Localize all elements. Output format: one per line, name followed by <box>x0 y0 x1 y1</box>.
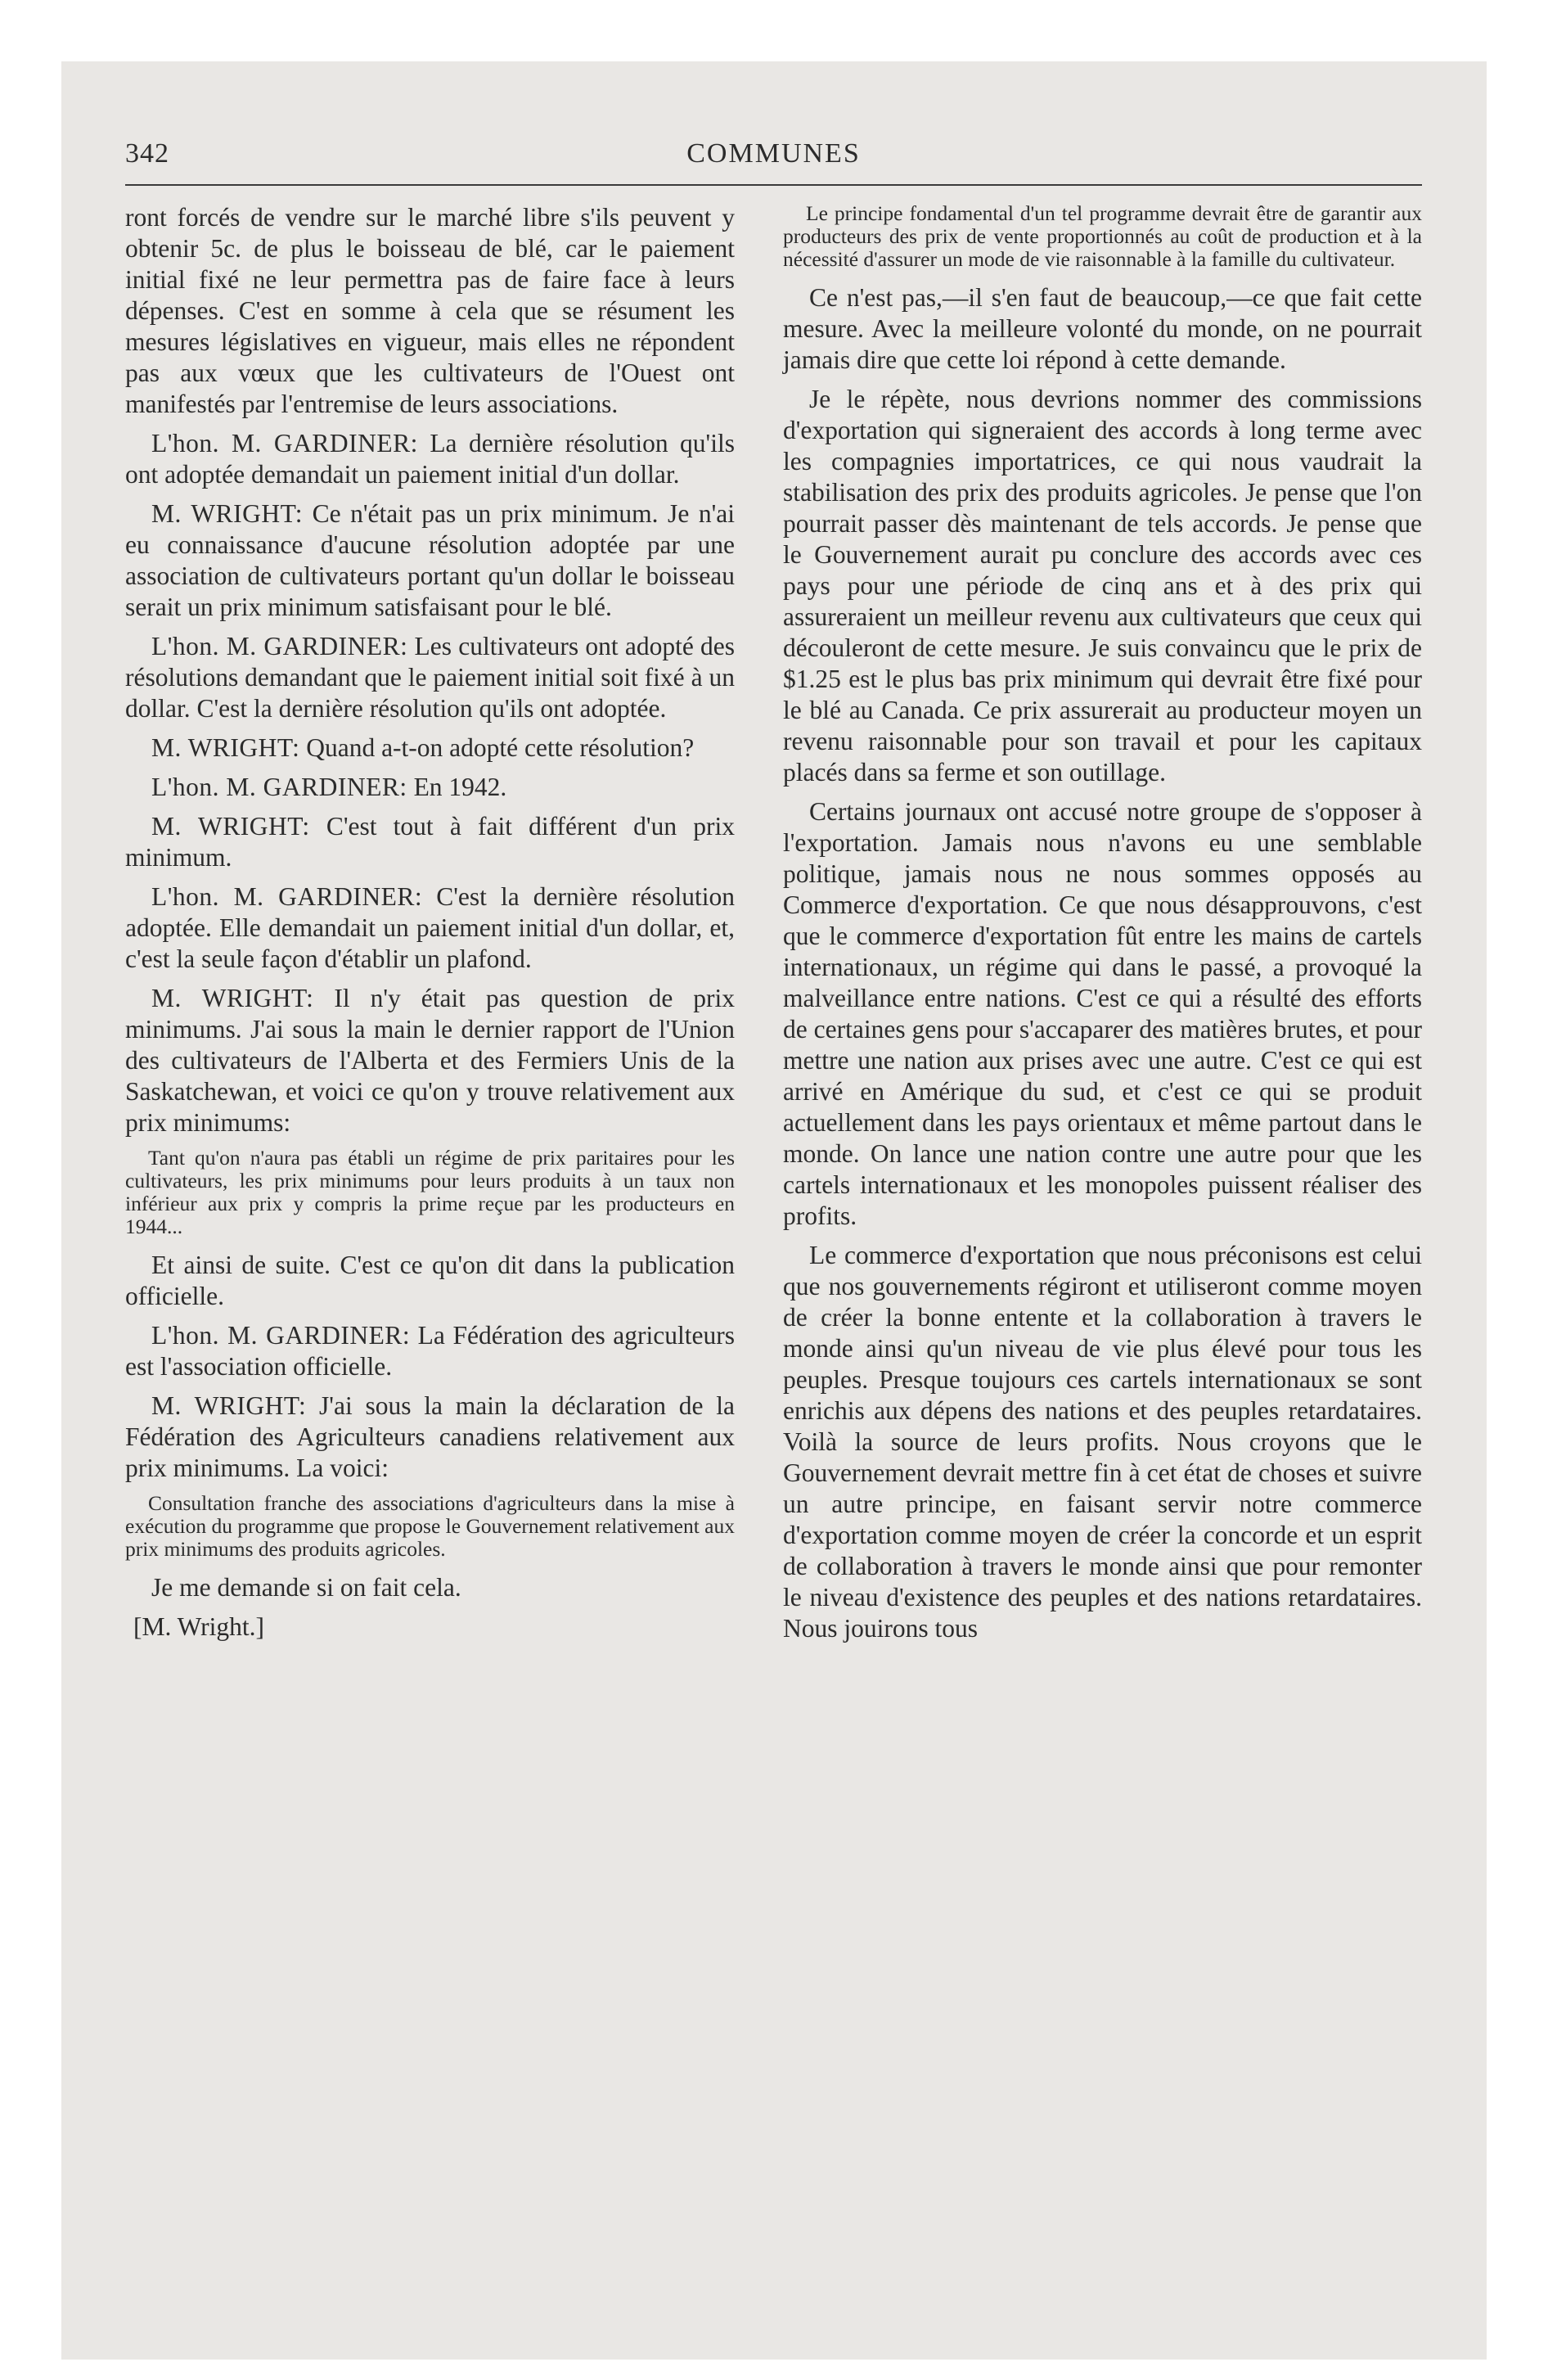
left-column <box>125 202 735 1643</box>
speech-paragraph <box>125 732 735 764</box>
speaker-name: L'hon. M. GARDINER: <box>151 632 408 660</box>
speaker-name: M. WRIGHT: <box>151 812 310 841</box>
speech-paragraph <box>125 428 735 490</box>
speech-paragraph <box>125 498 735 623</box>
speech-text: J'ai sous la main la déclaration de la Fédération des Agriculteurs canadiens relativement aux prix minimums. La voici: <box>125 1391 735 1482</box>
paragraph: Je me demande si on fait cela. <box>151 1573 461 1602</box>
right-column <box>783 202 1422 1652</box>
paragraph: Le commerce d'exportation que nous préconisons est celui que nos gouvernements régiront et utiliseront comme moyen de créer la bonne entente et la collaboration à travers le monde ainsi qu'un niveau de vie plus élevé pour tous les peuples. Presque toujours ces cartels internationaux se sont enrichis aux dépens des nations et des peuples retardataires. Voilà la source de leurs profits. Nous croyons que le Gouvernement devrait mettre fin à cet état de choses et suivre un autre principe, en faisant servir notre commerce d'exportation comme moyen de créer la concorde et un esprit de collaboration à travers le monde ainsi que pour remonter le niveau d'existence des peuples et des nations retardataires. Nous jouirons tous <box>783 1241 1422 1643</box>
page-number: 342 <box>125 138 169 169</box>
running-head: COMMUNES <box>686 138 861 169</box>
page <box>61 61 1487 2360</box>
speech-paragraph <box>125 631 735 724</box>
speaker-name: L'hon. M. GARDINER: <box>151 429 418 458</box>
speech-text: Quand a-t-on adopté cette résolution? <box>306 733 695 762</box>
speaker-name: L'hon. M. GARDINER: <box>151 773 407 801</box>
speech-text: Il n'y était pas question de prix minimums. J'ai sous la main le dernier rapport de l'Union des cultivateurs de l'Alberta et des Fermiers Unis de la Saskatchewan, et voici ce qu'on y trouve relativement aux prix minimums: <box>125 984 736 1137</box>
paragraph: Ce n'est pas,—il s'en faut de beaucoup,—ce que fait cette mesure. Avec la meilleure volonté du monde, on ne pourrait jamais dire que cette loi répond à cette demande. <box>783 283 1422 374</box>
speech-paragraph <box>125 1391 735 1484</box>
speech-text: Les cultivateurs ont adopté des résolutions demandant que le paiement initial soit fixé à un dollar. C'est la dernière résolution qu'ils ont adoptée. <box>125 632 735 723</box>
paragraph: ront forcés de vendre sur le marché libre s'ils peuvent y obtenir 5c. de plus le boisseau de blé, car le paiement initial fixé ne leur permettra pas de faire face à leurs dépenses. C'est en somme à cela que se résument les mesures législatives en vigueur, mais elles ne répondent pas aux vœux que les cultivateurs de l'Ouest ont manifestés par l'entremise de leurs associations. <box>125 203 735 418</box>
block-quote: Consultation franche des associations d'agriculteurs dans la mise à exécution du programme que propose le Gouvernement relativement aux prix minimums des produits agricoles. <box>125 1491 735 1561</box>
speaker-name: M. WRIGHT: <box>151 1391 307 1420</box>
speaker-name: M. WRIGHT: <box>151 733 300 762</box>
speech-text: C'est tout à fait différent d'un prix minimum. <box>125 812 736 872</box>
speaker-name: M. WRIGHT: <box>151 984 314 1012</box>
paragraph: Certains journaux ont accusé notre groupe de s'opposer à l'exportation. Jamais nous n'avons eu une semblable politique, jamais nous ne nous sommes opposés au Commerce d'exportation. Ce que nous désapprouvons, c'est que le commerce d'exportation fût entre les mains de cartels internationaux, un régime qui dans le passé, a provoqué la malveillance entre nations. C'est ce qui a résulté des efforts de certaines gens pour s'accaparer des matières brutes, et pour mettre une nation aux prises avec une autre. C'est ce qui est arrivé en Amérique du sud, et c'est ce qui se produit actuellement dans les pays orientaux et même partout dans le monde. On lance une nation contre une autre pour que les cartels internationaux et les monopoles puissent réaliser des profits. <box>783 797 1422 1230</box>
speech-text: C'est la dernière résolution adoptée. Elle demandait un paiement initial d'un dollar, et, c'est la seule façon d'établir un plafond. <box>125 882 735 973</box>
speech-paragraph <box>125 1320 735 1382</box>
speaker-attribution: [M. Wright.] <box>133 1612 265 1641</box>
speech-text: En 1942. <box>413 773 507 801</box>
speech-text: La dernière résolution qu'ils ont adoptée demandait un paiement initial d'un dollar. <box>125 429 735 489</box>
header-rule <box>125 184 1422 186</box>
speaker-name: L'hon. M. GARDINER: <box>151 882 423 911</box>
paragraph: Et ainsi de suite. C'est ce qu'on dit dans la publication officielle. <box>125 1251 735 1310</box>
block-quote: Le principe fondamental d'un tel programme devrait être de garantir aux producteurs des prix de vente proportionnés au coût de production et à la nécessité d'assurer un mode de vie raisonnable à la famille du cultivateur. <box>783 201 1422 271</box>
speech-text: Ce n'était pas un prix minimum. Je n'ai eu connaissance d'aucune résolution adoptée par une association de cultivateurs portant qu'un dollar le boisseau serait un prix minimum satisfaisant pour le blé. <box>125 499 736 621</box>
paragraph: Je le répète, nous devrions nommer des commissions d'exportation qui signeraient des accords à long terme avec les compagnies importatrices, ce qui nous vaudrait la stabilisation des prix des produits agricoles. Je pense que l'on pourrait passer dès maintenant de tels accords. Je pense que le Gouvernement aurait pu conclure des accords avec ces pays pour une période de cinq ans et à des prix qui assureraient un meilleur revenu aux cultivateurs que ceux qui découleront de cette mesure. Je suis convaincu que le prix de $1.25 est le plus bas prix minimum qui devrait être fixé pour le blé au Canada. Ce prix assurerait au producteur moyen un revenu raisonnable pour son travail et pour les capitaux placés dans sa ferme et son outillage. <box>783 385 1422 787</box>
speaker-name: L'hon. M. GARDINER: <box>151 1321 411 1350</box>
block-quote: Tant qu'on n'aura pas établi un régime de prix paritaires pour les cultivateurs, les prix minimums pour leurs produits à un taux non inférieur aux prix y compris la prime reçue par les producteurs en 1944... <box>125 1146 735 1238</box>
speech-paragraph <box>125 811 735 873</box>
speech-paragraph <box>125 881 735 975</box>
speech-paragraph <box>125 772 735 803</box>
speech-text: La Fédération des agriculteurs est l'association officielle. <box>125 1321 735 1381</box>
speech-paragraph <box>125 983 735 1138</box>
speaker-name: M. WRIGHT: <box>151 499 304 528</box>
